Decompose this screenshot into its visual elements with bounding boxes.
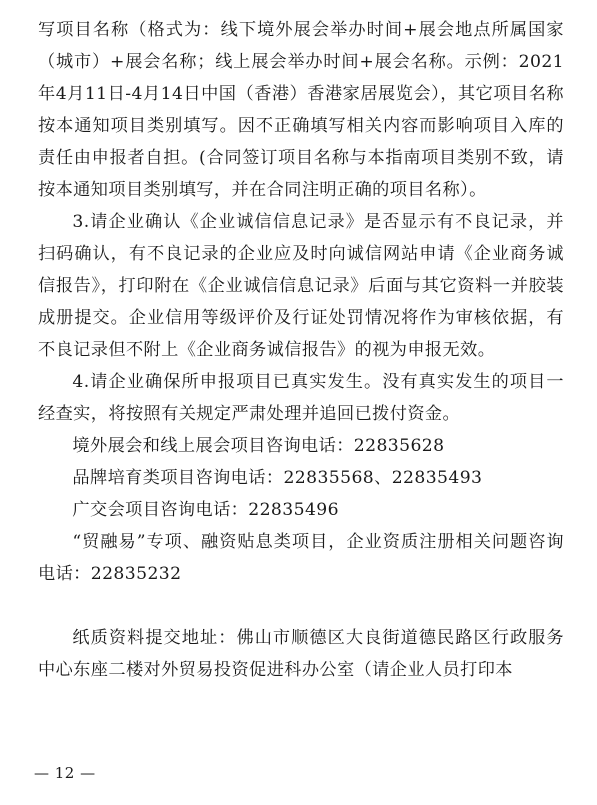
contact-canton-fair: 广交会项目咨询电话：22835496 [72, 500, 339, 520]
contact-overseas-exhibition: 境外展会和线上展会项目咨询电话：22835628 [72, 436, 445, 456]
contact-trade-finance: “贸融易”专项、融资贴息类项目，企业资质注册相关问题咨询电话：22835232 [38, 532, 564, 584]
blank-line [38, 590, 564, 622]
paragraph-credit-record: 3.请企业确认《企业诚信信息记录》是否显示有不良记录，并扫码确认，有不良记录的企业应及时向诚信网站申请《企业商务诚信报告》，打印附在《企业诚信信息记录》后面与其它资料一并胶装成册提交。企业信用等级评价及行证处罚情况将作为审核依据，有不良记录但不附上《企业商务诚信报告》的视为申报无效。 [38, 212, 564, 360]
document-body [38, 14, 564, 686]
contact-brand-cultivation: 品牌培育类项目咨询电话：22835568、22835493 [72, 468, 483, 488]
paragraph-authenticity: 4.请企业确保所申报项目已真实发生。没有真实发生的项目一经查实，将按照有关规定严肃处理并追回已拨付资金。 [38, 372, 564, 424]
paragraph-project-name-format: 写项目名称（格式为：线下境外展会举办时间+展会地点所属国家（城市）+展会名称；线上展会举办时间+展会名称。示例：2021年4月11日-4月14日中国（香港）香港家居展览会），其它项目名称按本通知项目类别填写。因不正确填写相关内容而影响项目入库的责任由申报者自担。(合同签订项目名称与本指南项目类别不致，请按本通知项目类别填写，并在合同注明正确的项目名称）。 [38, 20, 564, 200]
page-number: — 12 — [34, 764, 96, 782]
paragraph-submission-address: 纸质资料提交地址：佛山市顺德区大良街道德民路区行政服务中心东座二楼对外贸易投资促进科办公室（请企业人员打印本 [38, 628, 564, 680]
